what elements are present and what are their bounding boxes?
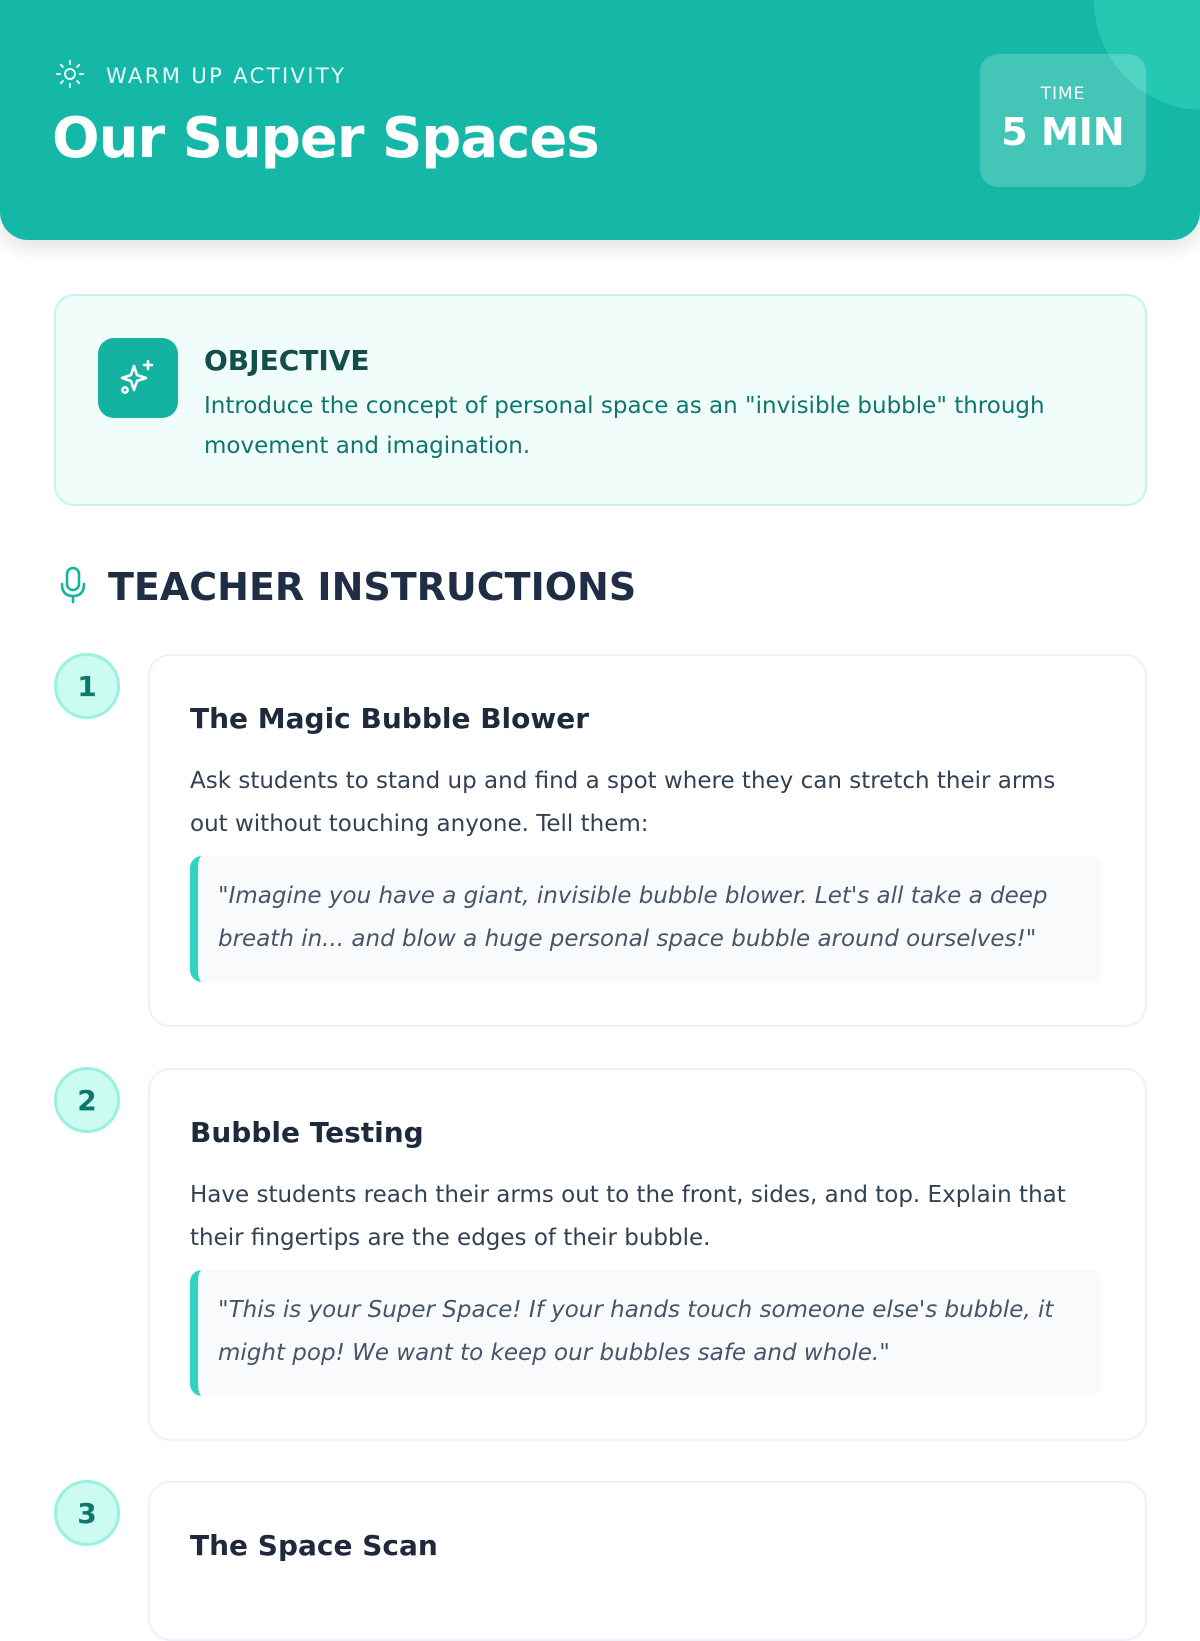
objective-text: Introduce the concept of personal space as an "invisible bubble" through movement and imagination. xyxy=(204,393,1045,459)
step-body: Have students reach their arms out to the front, sides, and top. Explain that their fingertips are the edges of their bubble. xyxy=(190,1182,1066,1251)
teacher-instructions-heading xyxy=(58,562,636,612)
step-number-3: 3 xyxy=(54,1480,120,1546)
activity-kicker-label: WARM UP ACTIVITY xyxy=(106,64,347,88)
sun-icon xyxy=(54,58,86,94)
activity-kicker xyxy=(54,60,346,92)
step-number-1: 1 xyxy=(54,653,120,719)
page-title: Our Super Spaces xyxy=(52,106,599,171)
step-card-3 xyxy=(148,1481,1147,1641)
objective-heading: OBJECTIVE xyxy=(204,344,370,377)
step-card-1 xyxy=(148,654,1147,1027)
section-title: TEACHER INSTRUCTIONS xyxy=(108,565,637,609)
step-body: Ask students to stand up and find a spot where they can stretch their arms out without touching anyone. Tell them: xyxy=(190,768,1056,837)
time-label: TIME xyxy=(1040,84,1086,104)
sparkles-icon xyxy=(98,338,178,418)
step-title: Bubble Testing xyxy=(190,1116,424,1149)
step-quote: "Imagine you have a giant, invisible bubble blower. Let's all take a deep breath in... and blow a huge personal space bubble around ourselves!" xyxy=(190,856,1103,982)
step-quote: "This is your Super Space! If your hands touch someone else's bubble, it might pop! We want to keep our bubbles safe and whole." xyxy=(190,1270,1103,1396)
step-title: The Space Scan xyxy=(190,1529,438,1562)
time-value: 5 MIN xyxy=(1001,110,1125,154)
step-title: The Magic Bubble Blower xyxy=(190,702,590,735)
step-number-2: 2 xyxy=(54,1067,120,1133)
step-card-2 xyxy=(148,1068,1147,1441)
time-badge xyxy=(980,54,1146,187)
activity-header xyxy=(0,0,1200,240)
objective-card xyxy=(54,294,1147,506)
microphone-icon xyxy=(58,565,88,609)
